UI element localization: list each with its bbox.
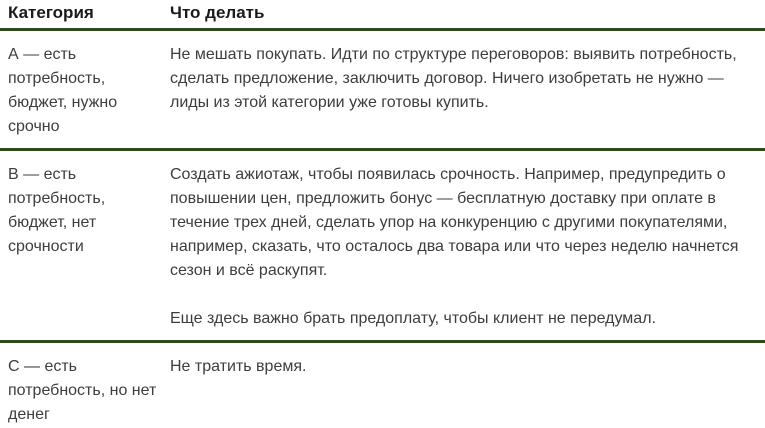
action-paragraph: Не тратить время.: [170, 358, 307, 375]
category-b-action-cell: [162, 150, 765, 342]
category-a-action-cell: [162, 30, 765, 150]
action-paragraph: Еще здесь важно брать предоплату, чтобы клиент не передумал.: [170, 310, 656, 327]
column-header-action: Что делать: [162, 0, 765, 30]
table-row-category-c: [0, 342, 765, 428]
table-row-category-a: [0, 30, 765, 150]
category-a-label: А — есть потребность, бюджет, нужно срочно: [8, 46, 118, 135]
action-paragraph: Не мешать покупать. Идти по структуре переговоров: выявить потребность, сделать предложение, заключить договор. Ничего изобретать не нужно — лиды из этой категории уже готовы купить.: [170, 46, 737, 111]
category-c-action-cell: [162, 342, 765, 428]
table-header-row: [0, 0, 765, 30]
category-b-label: В — есть потребность, бюджет, нет срочности: [0, 150, 162, 342]
table-row-category-b: [0, 150, 765, 342]
category-c-label: С — есть потребность, но нет денег: [0, 342, 162, 428]
action-paragraph: Создать ажиотаж, чтобы появилась срочность. Например, предупредить о повышении цен, предложить бонус — бесплатную доставку при оплате в течение трех дней, сделать упор на конкуренцию с другими покупателями, например, сказать, что осталось два товара или что через неделю начнется сезон и всё раскупят.: [170, 166, 739, 279]
column-header-category: Категория: [0, 0, 162, 30]
